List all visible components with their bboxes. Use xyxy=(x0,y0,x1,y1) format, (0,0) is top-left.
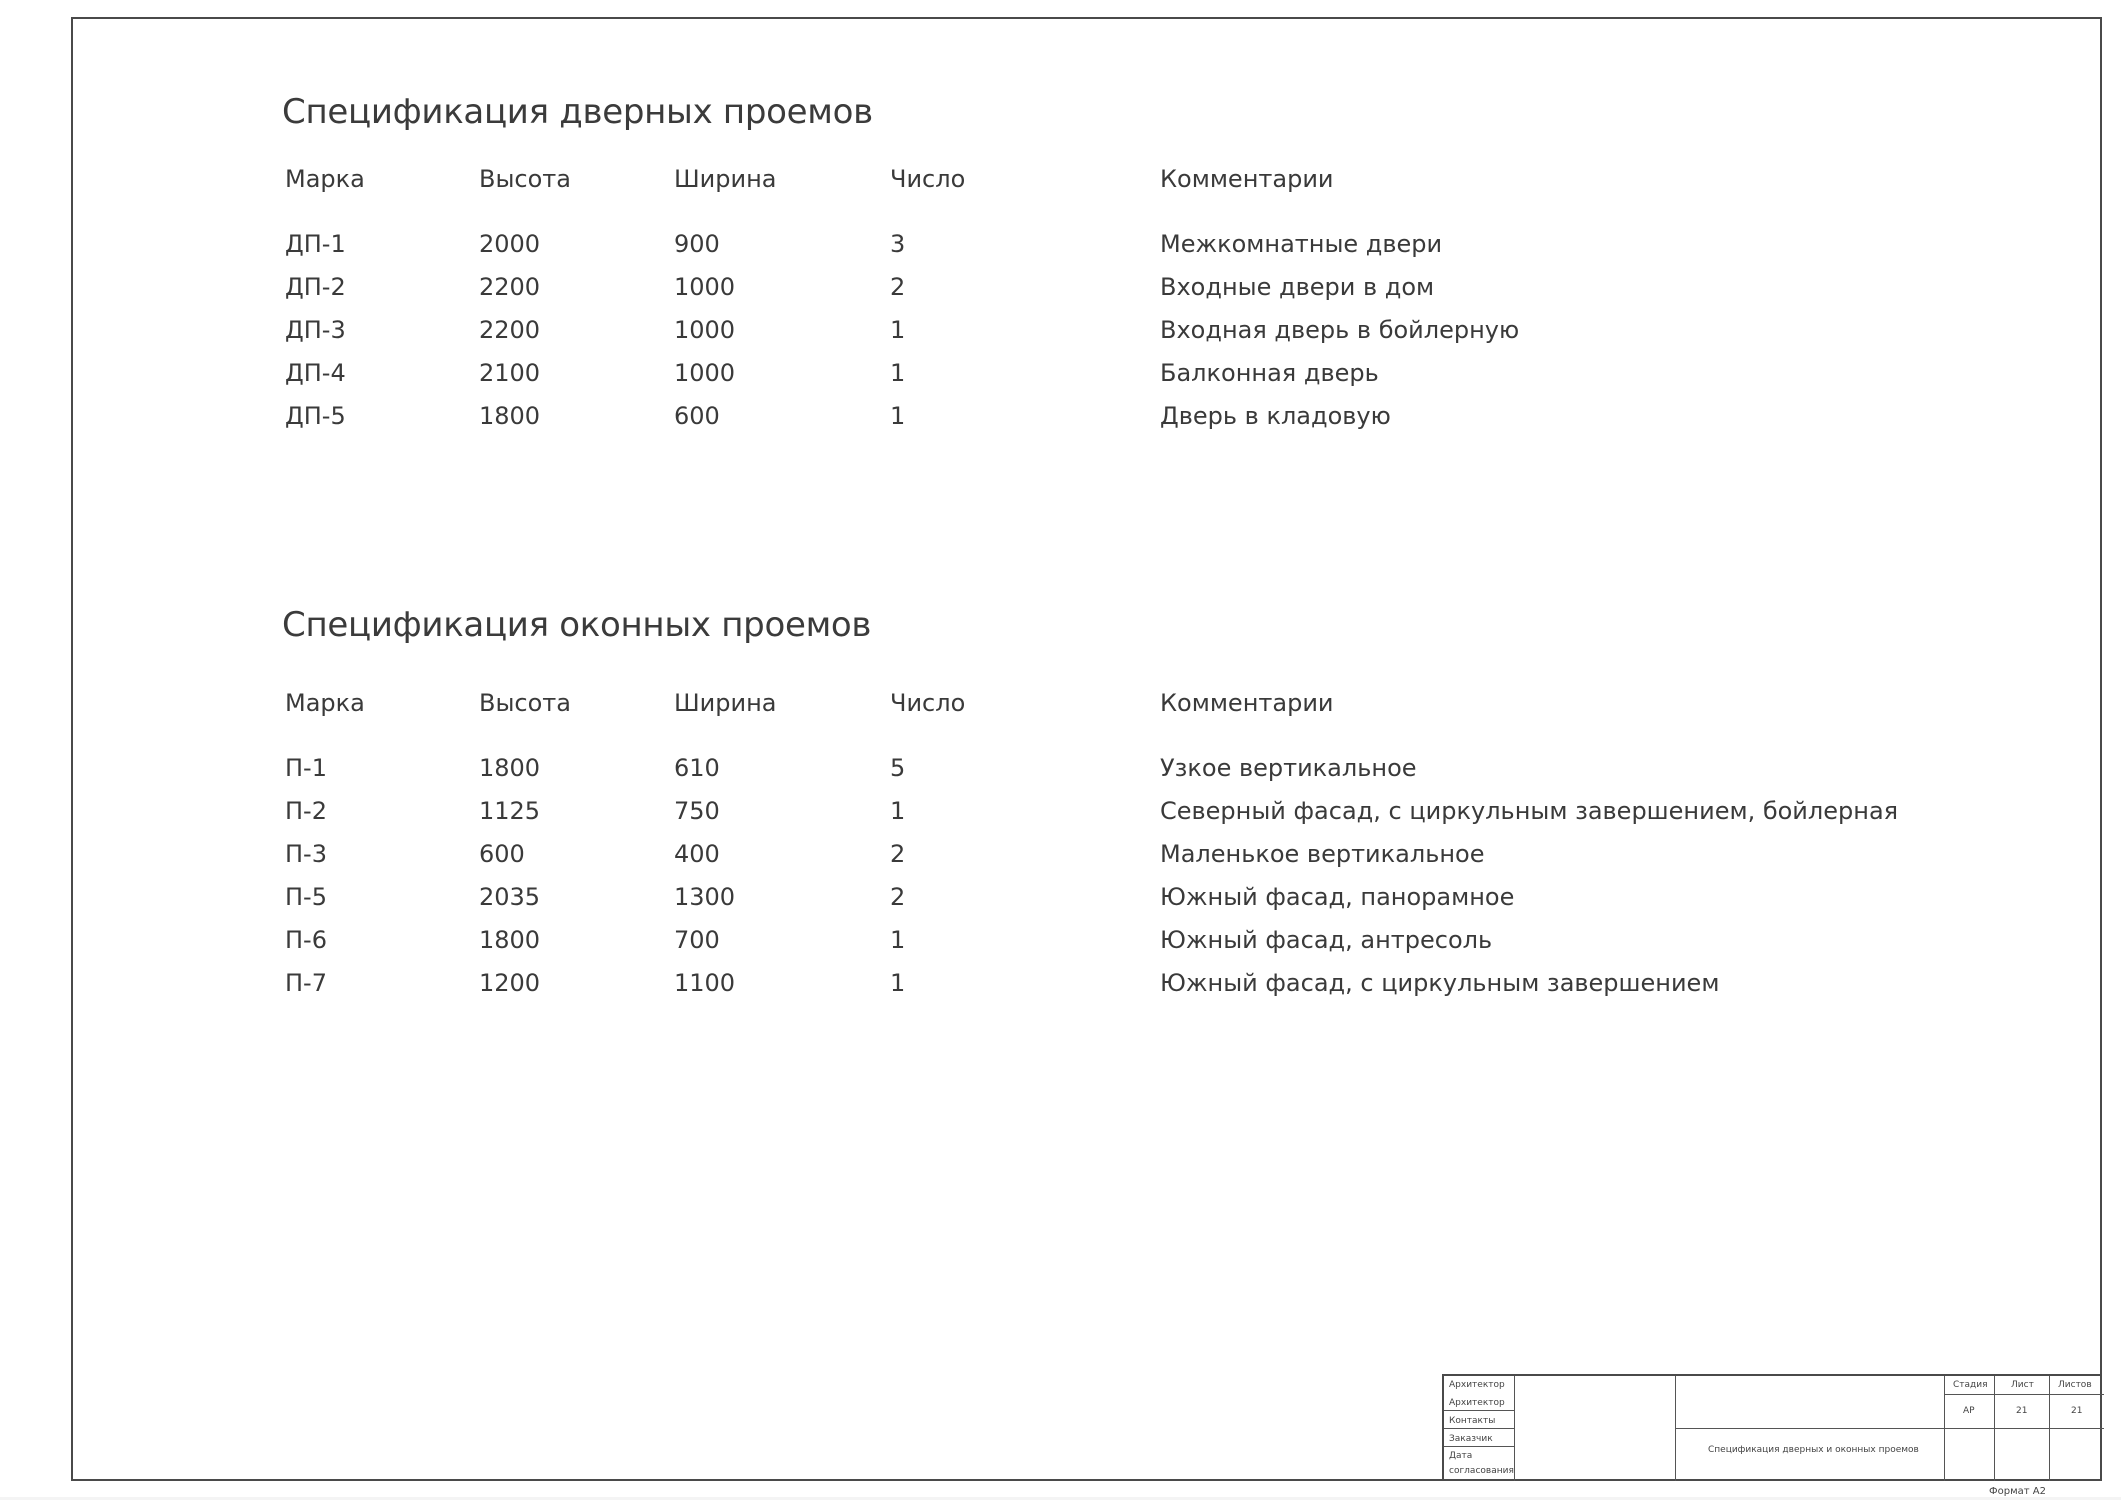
windows-cell-count: 2 xyxy=(890,883,906,911)
doors-cell-count: 1 xyxy=(890,359,906,387)
table-row xyxy=(0,316,2121,350)
doors-cell-comment: Входная дверь в бойлерную xyxy=(1160,316,1520,344)
windows-cell-height: 1125 xyxy=(479,797,541,825)
windows-cell-mark: П-7 xyxy=(285,969,327,997)
doors-cell-height: 1800 xyxy=(479,402,541,430)
tb-label-date: Дата xyxy=(1449,1451,1473,1461)
doors-cell-mark: ДП-1 xyxy=(285,230,346,258)
doors-header-row xyxy=(0,165,2121,199)
windows-cell-comment: Южный фасад, панорамное xyxy=(1160,883,1515,911)
windows-cell-comment: Маленькое вертикальное xyxy=(1160,840,1485,868)
doors-cell-comment: Межкомнатные двери xyxy=(1160,230,1443,258)
format-label: Формат А2 xyxy=(1989,1486,2046,1497)
windows-cell-count: 2 xyxy=(890,840,906,868)
doors-cell-count: 3 xyxy=(890,230,906,258)
windows-cell-count: 1 xyxy=(890,969,906,997)
table-row xyxy=(0,883,2121,917)
windows-cell-height: 600 xyxy=(479,840,525,868)
doors-cell-mark: ДП-3 xyxy=(285,316,346,344)
windows-header-comment: Комментарии xyxy=(1160,689,1334,717)
table-row xyxy=(0,797,2121,831)
windows-cell-mark: П-6 xyxy=(285,926,327,954)
windows-cell-height: 2035 xyxy=(479,883,541,911)
tb-stage-header: Стадия xyxy=(1953,1380,1988,1390)
windows-cell-width: 750 xyxy=(674,797,720,825)
windows-cell-comment: Узкое вертикальное xyxy=(1160,754,1417,782)
doors-cell-count: 1 xyxy=(890,402,906,430)
doors-cell-count: 2 xyxy=(890,273,906,301)
windows-header-width: Ширина xyxy=(674,689,777,717)
doors-cell-comment: Дверь в кладовую xyxy=(1160,402,1391,430)
windows-cell-count: 5 xyxy=(890,754,906,782)
doors-header-width: Ширина xyxy=(674,165,777,193)
doors-header-mark: Марка xyxy=(285,165,365,193)
doors-cell-width: 1000 xyxy=(674,359,736,387)
tb-label-contacts: Контакты xyxy=(1449,1416,1496,1426)
windows-cell-comment: Южный фасад, с циркульным завершением xyxy=(1160,969,1720,997)
windows-cell-mark: П-1 xyxy=(285,754,327,782)
windows-cell-count: 1 xyxy=(890,926,906,954)
table-row xyxy=(0,840,2121,874)
windows-cell-width: 1300 xyxy=(674,883,736,911)
tb-sheet-value: 21 xyxy=(2016,1406,2028,1416)
windows-cell-mark: П-5 xyxy=(285,883,327,911)
windows-cell-width: 400 xyxy=(674,840,720,868)
doors-cell-height: 2100 xyxy=(479,359,541,387)
doors-header-comment: Комментарии xyxy=(1160,165,1334,193)
windows-title: Спецификация оконных проемов xyxy=(282,605,872,645)
windows-header-height: Высота xyxy=(479,689,571,717)
tb-sheets-header: Листов xyxy=(2058,1380,2092,1390)
tb-label-architect-2: Архитектор xyxy=(1449,1398,1505,1408)
tb-sheet-title: Спецификация дверных и оконных проемов xyxy=(1708,1445,1919,1455)
windows-cell-height: 1200 xyxy=(479,969,541,997)
windows-header-mark: Марка xyxy=(285,689,365,717)
doors-cell-width: 900 xyxy=(674,230,720,258)
doors-cell-width: 1000 xyxy=(674,273,736,301)
table-row xyxy=(0,230,2121,264)
doors-header-height: Высота xyxy=(479,165,571,193)
windows-cell-width: 1100 xyxy=(674,969,736,997)
doors-header-count: Число xyxy=(890,165,966,193)
doors-cell-mark: ДП-4 xyxy=(285,359,346,387)
table-row xyxy=(0,359,2121,393)
doors-title: Спецификация дверных проемов xyxy=(282,92,873,132)
doors-cell-count: 1 xyxy=(890,316,906,344)
table-row xyxy=(0,273,2121,307)
windows-cell-mark: П-3 xyxy=(285,840,327,868)
windows-cell-comment: Южный фасад, антресоль xyxy=(1160,926,1493,954)
doors-cell-comment: Балконная дверь xyxy=(1160,359,1379,387)
windows-cell-width: 700 xyxy=(674,926,720,954)
windows-header-row xyxy=(0,689,2121,723)
windows-cell-comment: Северный фасад, с циркульным завершением, бойлерная xyxy=(1160,797,1899,825)
doors-cell-comment: Входные двери в дом xyxy=(1160,273,1435,301)
table-row xyxy=(0,926,2121,960)
table-row xyxy=(0,402,2121,436)
windows-cell-height: 1800 xyxy=(479,926,541,954)
doors-cell-width: 600 xyxy=(674,402,720,430)
title-block xyxy=(1442,1374,2102,1481)
windows-header-count: Число xyxy=(890,689,966,717)
tb-label-customer: Заказчик xyxy=(1449,1434,1493,1444)
doors-cell-height: 2200 xyxy=(479,316,541,344)
windows-cell-width: 610 xyxy=(674,754,720,782)
table-row xyxy=(0,969,2121,1003)
doors-cell-height: 2000 xyxy=(479,230,541,258)
tb-sheets-value: 21 xyxy=(2071,1406,2083,1416)
tb-label-architect-1: Архитектор xyxy=(1449,1380,1505,1390)
doors-cell-mark: ДП-5 xyxy=(285,402,346,430)
doors-cell-width: 1000 xyxy=(674,316,736,344)
table-row xyxy=(0,754,2121,788)
tb-stage-value: АР xyxy=(1963,1406,1975,1416)
tb-label-approval: согласования xyxy=(1449,1466,1514,1476)
doors-cell-mark: ДП-2 xyxy=(285,273,346,301)
windows-cell-count: 1 xyxy=(890,797,906,825)
doors-cell-height: 2200 xyxy=(479,273,541,301)
tb-sheet-header: Лист xyxy=(2011,1380,2034,1390)
windows-cell-mark: П-2 xyxy=(285,797,327,825)
windows-cell-height: 1800 xyxy=(479,754,541,782)
